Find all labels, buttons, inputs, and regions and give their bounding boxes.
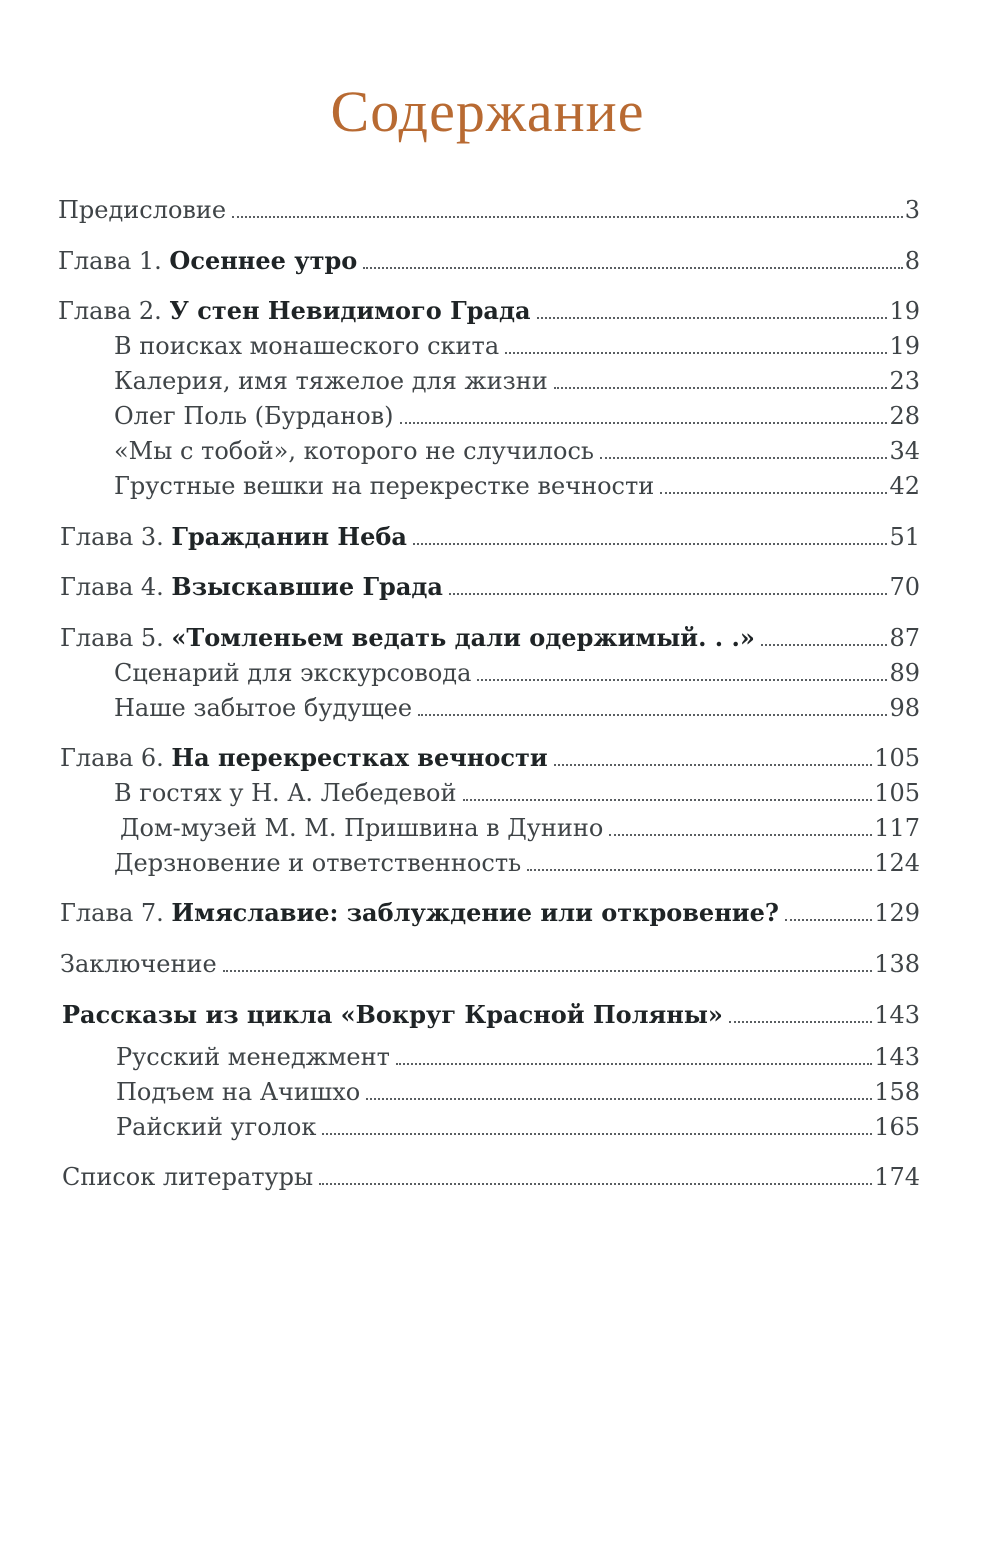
toc-page-number: 34 (889, 437, 920, 465)
dot-leader (600, 456, 887, 459)
toc-section-title: В гостях у Н. А. Лебедевой (114, 779, 457, 807)
dot-leader (449, 592, 888, 595)
toc-page-number: 143 (874, 1043, 920, 1071)
toc-section-title: Дом-музей М. М. Пришвина в Дунино (120, 814, 604, 842)
toc-page-number: 42 (889, 472, 920, 500)
dot-leader (319, 1182, 872, 1185)
toc-entry-chapter-6[interactable] (60, 741, 920, 773)
toc-chapter-title: Взыскавшие Града (171, 572, 443, 601)
dot-leader (232, 215, 903, 218)
toc-entry-label: Заключение (60, 950, 217, 978)
toc-entry-chapter-1[interactable] (58, 244, 920, 276)
toc-entry-conclusion[interactable] (60, 947, 920, 979)
toc-page-number: 23 (889, 367, 920, 395)
toc-page-number: 117 (874, 814, 920, 842)
toc-entry-section[interactable] (114, 656, 920, 688)
toc-section-title: В поисках монашеского скита (114, 332, 500, 360)
toc-chapter-title: Рассказы из цикла «Вокруг Красной Поляны» (62, 1000, 723, 1029)
toc-page-number: 143 (874, 1001, 920, 1029)
toc-section-title: «Мы с тобой», которого не случилось (114, 437, 594, 465)
toc-chapter-prefix: Глава 5. (60, 624, 172, 652)
toc-chapter-title: «Томленьем ведать дали одержимый. . .» (171, 623, 755, 652)
toc-page-number: 8 (904, 247, 920, 275)
toc-page-number: 89 (889, 659, 920, 687)
toc-section-title: Сценарий для экскурсовода (114, 659, 472, 687)
dot-leader (527, 868, 872, 871)
dot-leader (322, 1132, 872, 1135)
toc-page-number: 105 (874, 779, 920, 807)
toc-entry-section[interactable] (116, 1110, 920, 1142)
toc-page-number: 51 (889, 523, 920, 551)
toc-page-number: 19 (889, 332, 920, 360)
dot-leader (413, 542, 888, 545)
toc-chapter-prefix: Глава 4. (60, 573, 172, 601)
dot-leader (463, 798, 873, 801)
toc-entry-stories[interactable] (62, 998, 920, 1030)
page-title: Содержание (330, 79, 645, 144)
dot-leader (609, 833, 872, 836)
toc-page-number: 98 (889, 694, 920, 722)
toc-page-number: 124 (874, 849, 920, 877)
toc-page-number: 3 (904, 196, 920, 224)
toc-entry-chapter-7[interactable] (60, 896, 920, 928)
dot-leader (223, 969, 873, 972)
dot-leader (729, 1020, 872, 1023)
toc-page-number: 165 (874, 1113, 920, 1141)
toc-section-title: Наше забытое будущее (114, 694, 413, 722)
toc-page-number: 158 (874, 1078, 920, 1106)
toc-page-number: 129 (874, 899, 920, 927)
toc-entry-chapter-3[interactable] (60, 520, 920, 552)
dot-leader (554, 386, 888, 389)
toc-page-number: 70 (889, 573, 920, 601)
toc-page-number: 19 (889, 297, 920, 325)
toc-entry-section[interactable] (120, 811, 920, 843)
toc-chapter-title: На перекрестках вечности (171, 743, 548, 772)
toc-section-title: Райский уголок (116, 1113, 317, 1141)
toc-entry-section[interactable] (114, 691, 920, 723)
dot-leader (785, 918, 872, 921)
toc-section-title: Олег Поль (Бурданов) (114, 402, 394, 430)
toc-entry-preface[interactable] (58, 193, 920, 225)
dot-leader (505, 351, 887, 354)
toc-page-number: 28 (889, 402, 920, 430)
toc-page-number: 174 (874, 1163, 920, 1191)
toc-entry-section[interactable] (114, 434, 920, 466)
toc-chapter-prefix: Глава 3. (60, 523, 172, 551)
dot-leader (660, 491, 887, 494)
toc-page-number: 105 (874, 744, 920, 772)
toc-section-title: Русский менеджмент (116, 1043, 390, 1071)
toc-entry-section[interactable] (116, 1075, 920, 1107)
toc-entry-section[interactable] (116, 1040, 920, 1072)
dot-leader (363, 266, 902, 269)
toc-chapter-title: Имяславие: заблуждение или откровение? (171, 898, 779, 927)
dot-leader (537, 316, 888, 319)
toc-entry-chapter-2[interactable] (58, 294, 920, 326)
toc-entry-label: Предисловие (58, 196, 227, 224)
dot-leader (477, 678, 887, 681)
toc-entry-section[interactable] (114, 469, 920, 501)
toc-chapter-title: Гражданин Неба (171, 522, 407, 551)
dot-leader (418, 713, 887, 716)
toc-chapter-title: У стен Невидимого Града (169, 296, 531, 325)
toc-chapter-prefix: Глава 7. (60, 899, 172, 927)
toc-entry-section[interactable] (114, 846, 920, 878)
dot-leader (396, 1062, 872, 1065)
toc-entry-section[interactable] (114, 364, 920, 396)
toc-chapter-title: Осеннее утро (169, 246, 358, 275)
toc-entry-section[interactable] (114, 329, 920, 361)
toc-chapter-prefix: Глава 2. (58, 297, 170, 325)
toc-entry-bibliography[interactable] (62, 1160, 920, 1192)
toc-page-number: 138 (874, 950, 920, 978)
toc-chapter-prefix: Глава 1. (58, 247, 170, 275)
toc-section-title: Подъем на Ачишхо (116, 1078, 361, 1106)
toc-entry-chapter-5[interactable] (60, 621, 920, 653)
toc-section-title: Дерзновение и ответственность (114, 849, 522, 877)
toc-page-number: 87 (889, 624, 920, 652)
dot-leader (400, 421, 888, 424)
toc-entry-label: Список литературы (62, 1163, 314, 1191)
dot-leader (554, 763, 873, 766)
toc-entry-section[interactable] (114, 399, 920, 431)
toc-entry-section[interactable] (114, 776, 920, 808)
toc-section-title: Грустные вешки на перекрестке вечности (114, 472, 655, 500)
dot-leader (761, 643, 888, 646)
toc-section-title: Калерия, имя тяжелое для жизни (114, 367, 548, 395)
toc-chapter-prefix: Глава 6. (60, 744, 172, 772)
dot-leader (366, 1097, 872, 1100)
toc-entry-chapter-4[interactable] (60, 570, 920, 602)
